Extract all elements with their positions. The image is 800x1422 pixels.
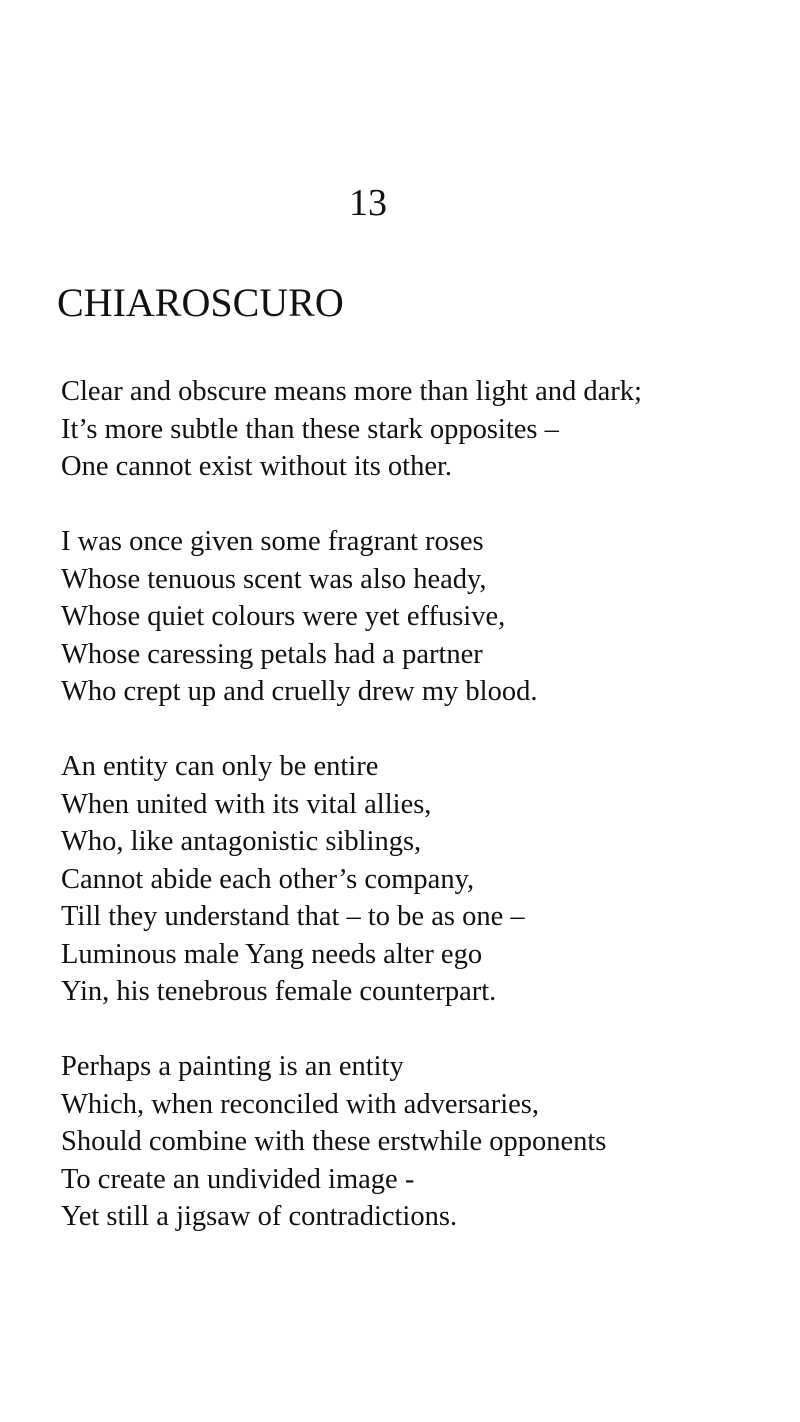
poem-line: To create an undivided image - [61,1163,415,1195]
stanza-3 [61,748,761,1011]
poem-body [61,373,761,1273]
stanza-1 [61,373,761,486]
poem-line: I was once given some fragrant roses [61,526,484,557]
poem-line: Should combine with these erstwhile opponents [61,1126,607,1157]
poem-line: Yin, his tenebrous female counterpart. [61,976,497,1007]
poem-line: Luminous male Yang needs alter ego [61,938,483,970]
stanza-2 [61,523,761,711]
poem-line: Perhaps a painting is an entity [61,1051,404,1082]
poem-line: Whose caressing petals had a partner [61,638,483,670]
poem-line: One cannot exist without its other. [61,451,453,482]
poem-title: CHIAROSCURO [57,280,344,325]
poem-line: Clear and obscure means more than light and dark; [61,376,642,407]
poem-line: Cannot abide each other’s company, [61,863,475,895]
poem-line: Which, when reconciled with adversaries, [61,1088,539,1120]
poem-number: 13 [349,182,387,224]
poem-line: It’s more subtle than these stark opposites – [61,413,559,445]
poem-line: Who crept up and cruelly drew my blood. [61,676,538,707]
poem-line: Whose tenuous scent was also heady, [61,563,487,595]
poem-line: Who, like antagonistic siblings, [61,826,422,857]
poem-line: Yet still a jigsaw of contradictions. [61,1201,458,1232]
stanza-4 [61,1048,761,1236]
poem-line: When united with its vital allies, [61,788,432,820]
poem-line: Till they understand that – to be as one – [61,901,525,932]
poem-line: An entity can only be entire [61,751,379,782]
poem-line: Whose quiet colours were yet effusive, [61,601,506,632]
